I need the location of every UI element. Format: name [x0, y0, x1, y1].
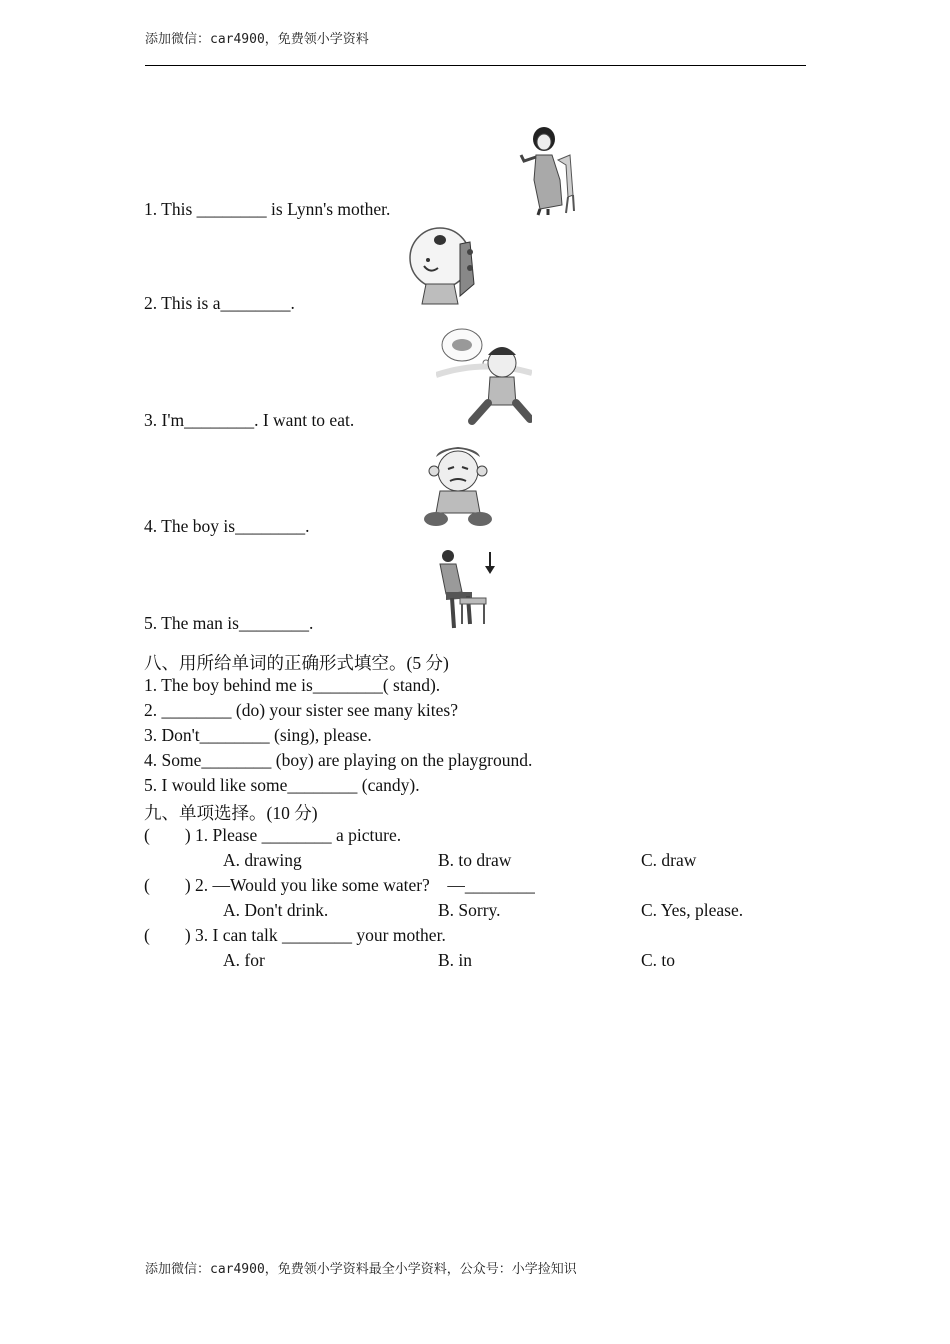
question-1-option-b: B. to draw [438, 850, 512, 870]
section8-title: 八、用所给单词的正确形式填空。(5 分) [144, 653, 449, 673]
section8-item-3: 3. Don't________ (sing), please. [144, 725, 372, 745]
picture-item-3: 3. I'm________. I want to eat. [144, 410, 355, 430]
section8-item-5: 5. I would like some________ (candy). [144, 775, 420, 795]
question-1-option-a: A. drawing [223, 850, 302, 870]
section9-title: 九、单项选择。(10 分) [144, 803, 318, 823]
baby-with-toy-icon [408, 224, 484, 310]
seated-woman-icon [518, 125, 578, 217]
question-2-option-b: B. Sorry. [438, 900, 501, 920]
question-3-stem: ( ) 3. I can talk ________ your mother. [144, 925, 446, 945]
question-2-stem: ( ) 2. —Would you like some water? —________ [144, 875, 535, 895]
man-sitting-down-icon [432, 548, 498, 630]
picture-item-5: 5. The man is________. [144, 613, 314, 633]
question-2-option-c: C. Yes, please. [641, 900, 744, 920]
picture-item-4: 4. The boy is________. [144, 516, 310, 536]
question-3-option-b: B. in [438, 950, 473, 970]
header-divider [145, 65, 806, 66]
hungry-boy-icon [436, 325, 532, 429]
question-3-option-a: A. for [223, 950, 265, 970]
question-2-option-a: A. Don't drink. [223, 900, 329, 920]
page-header: 添加微信：car4900，免费领小学资料 [145, 32, 369, 47]
page-footer: 添加微信：car4900，免费领小学资料最全小学资料，公众号：小学捡知识 [145, 1262, 577, 1277]
question-3-option-c: C. to [641, 950, 676, 970]
sad-boy-icon [422, 443, 494, 529]
section8-item-1: 1. The boy behind me is________( stand). [144, 675, 441, 695]
picture-item-2: 2. This is a________. [144, 293, 295, 313]
picture-item-1: 1. This ________ is Lynn's mother. [144, 199, 391, 219]
section8-item-4: 4. Some________ (boy) are playing on the playground. [144, 750, 533, 770]
section8-item-2: 2. ________ (do) your sister see many kites? [144, 700, 458, 720]
question-1-stem: ( ) 1. Please ________ a picture. [144, 825, 402, 845]
question-1-option-c: C. draw [641, 850, 697, 870]
